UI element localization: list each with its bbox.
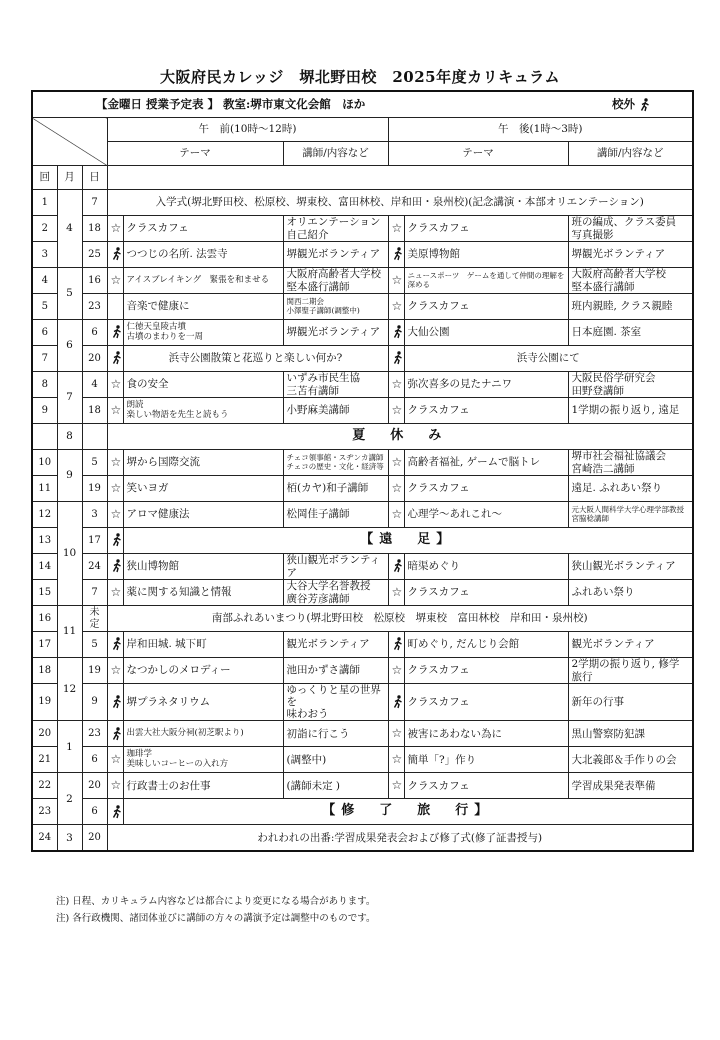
- kai-cell: 22: [32, 773, 57, 799]
- star-outline-icon: ☆: [107, 773, 123, 799]
- day-cell: 7: [82, 580, 107, 606]
- kai-cell: 10: [32, 450, 57, 476]
- am-lecturer: 大阪府高齢者大学校 堅本盛行講師: [283, 268, 388, 294]
- day-cell: 20: [82, 346, 107, 372]
- walking-person-icon: [107, 346, 123, 372]
- star-outline-icon: ☆: [388, 450, 404, 476]
- star-outline-icon: ☆: [388, 294, 404, 320]
- walking-person-icon: [388, 242, 404, 268]
- outside-label: 校外: [612, 98, 651, 112]
- kai-cell: 6: [32, 320, 57, 346]
- pm-lecturer: 学習成果発表準備: [568, 773, 693, 799]
- month-cell: 2: [57, 773, 82, 825]
- pm-theme: 簡単「?」作り: [404, 747, 568, 773]
- corner-diagonal-cell: [32, 118, 107, 166]
- day-cell: 18: [82, 398, 107, 424]
- am-lecturer: 関西二期会 小澤聖子講師(調整中): [283, 294, 388, 320]
- pm-theme: クラスカフェ: [404, 580, 568, 606]
- month-cell: 7: [57, 372, 82, 424]
- am-theme: 岸和田城. 城下町: [123, 632, 283, 658]
- pm-theme: クラスカフェ: [404, 684, 568, 721]
- day-cell: 23: [82, 294, 107, 320]
- pm-theme: クラスカフェ: [404, 294, 568, 320]
- am-lecturer: (講師未定 ): [283, 773, 388, 799]
- day-cell: 6: [82, 799, 107, 825]
- day-cell: 5: [82, 632, 107, 658]
- full-width-event: 【修 了 旅 行】: [123, 799, 693, 825]
- table-row: [32, 632, 693, 658]
- table-row: [32, 747, 693, 773]
- walking-person-icon: [388, 554, 404, 580]
- day-cell: 7: [82, 190, 107, 216]
- star-outline-icon: ☆: [388, 721, 404, 747]
- kai-cell: 4: [32, 268, 57, 294]
- table-row: [32, 190, 693, 216]
- star-outline-icon: ☆: [388, 658, 404, 684]
- star-outline-icon: ☆: [388, 398, 404, 424]
- full-width-event: 【遠 足】: [123, 528, 693, 554]
- am-theme: 薬に関する知識と情報: [123, 580, 283, 606]
- day-cell: 17: [82, 528, 107, 554]
- star-outline-icon: ☆: [107, 580, 123, 606]
- month-cell: 3: [57, 825, 82, 852]
- am-lecturer: 池田かずさ講師: [283, 658, 388, 684]
- pm-event: 浜寺公園にて: [404, 346, 693, 372]
- am-lecturer: 堺観光ボランティア: [283, 242, 388, 268]
- am-lecturer: 堺観光ボランティア: [283, 320, 388, 346]
- star-outline-icon: ☆: [107, 450, 123, 476]
- table-row: [32, 606, 693, 632]
- table-row: [32, 528, 693, 554]
- pm-lecturer: 班の編成、クラス委員 写真撮影: [568, 216, 693, 242]
- pm-theme: 大仙公園: [404, 320, 568, 346]
- am-lecturer: (調整中): [283, 747, 388, 773]
- walking-person-icon: [107, 528, 123, 554]
- am-theme: 堺から国際交流: [123, 450, 283, 476]
- walking-person-icon: [388, 632, 404, 658]
- kai-cell: 3: [32, 242, 57, 268]
- pm-theme: 弥次喜多の見たナニワ: [404, 372, 568, 398]
- full-width-event: われわれの出番:学習成果発表会および修了式(修了証書授与): [107, 825, 693, 852]
- am-lecturer: ゆっくりと星の世界を 味わおう: [283, 684, 388, 721]
- pm-lecturer-header: 講師/内容など: [568, 142, 693, 166]
- pm-lecturer: 新年の行事: [568, 684, 693, 721]
- am-theme-header: テーマ: [107, 142, 283, 166]
- pm-theme: クラスカフェ: [404, 476, 568, 502]
- walking-person-icon: [388, 346, 404, 372]
- kai-cell: 21: [32, 747, 57, 773]
- kai-cell: 13: [32, 528, 57, 554]
- schedule-header-text: 【金曜日 授業予定表 】 教室:堺市東文化会館 ほか: [96, 96, 366, 111]
- star-outline-icon: ☆: [107, 658, 123, 684]
- pm-theme: 暗渠めぐり: [404, 554, 568, 580]
- month-cell: 11: [57, 606, 82, 658]
- am-lecturer: 観光ボランティア: [283, 632, 388, 658]
- month-cell: 5: [57, 268, 82, 320]
- am-lecturer: オリエンテーション 自己紹介: [283, 216, 388, 242]
- table-row: [32, 320, 693, 346]
- star-outline-icon: ☆: [388, 747, 404, 773]
- am-theme: 出雲大社大阪分祠(初芝駅より): [123, 721, 283, 747]
- month-cell: 4: [57, 190, 82, 268]
- star-outline-icon: ☆: [107, 476, 123, 502]
- star-outline-icon: ☆: [388, 268, 404, 294]
- am-lecturer: 栢(カヤ)和子講師: [283, 476, 388, 502]
- table-row: [32, 242, 693, 268]
- table-row: [32, 216, 693, 242]
- star-outline-icon: ☆: [388, 502, 404, 528]
- day-cell: 6: [82, 747, 107, 773]
- pm-theme: ニュースポーツ ゲームを通して仲間の理解を深める: [404, 268, 568, 294]
- pm-theme: 高齢者福祉, ゲームで脳トレ: [404, 450, 568, 476]
- kai-cell: 20: [32, 721, 57, 747]
- walking-person-icon: [388, 320, 404, 346]
- am-theme: 行政書士のお仕事: [123, 773, 283, 799]
- table-row: [32, 684, 693, 721]
- am-theme: つつじの名所. 法雲寺: [123, 242, 283, 268]
- kai-cell: 14: [32, 554, 57, 580]
- day-cell: 9: [82, 684, 107, 721]
- am-lecturer: いずみ市民生協 三苫有講師: [283, 372, 388, 398]
- full-width-event: 入学式(堺北野田校、松原校、堺東校、富田林校、岸和田・泉州校)(記念講演・本部オリエンテーション): [107, 190, 693, 216]
- walking-person-icon: [107, 799, 123, 825]
- day-cell: 6: [82, 320, 107, 346]
- day-cell: 未定: [82, 606, 107, 632]
- kai-cell: 1: [32, 190, 57, 216]
- kai-cell: 17: [32, 632, 57, 658]
- walking-person-icon: [107, 721, 123, 747]
- am-theme: 音楽で健康に: [123, 294, 283, 320]
- month-cell: 12: [57, 658, 82, 721]
- pm-theme: 被害にあわない為に: [404, 721, 568, 747]
- day-cell: 18: [82, 216, 107, 242]
- pm-theme: 美原博物館: [404, 242, 568, 268]
- table-row: [32, 346, 693, 372]
- kai-cell: 19: [32, 684, 57, 721]
- kai-cell: 8: [32, 372, 57, 398]
- walking-person-icon: [107, 320, 123, 346]
- table-row: [32, 372, 693, 398]
- curriculum-table: [31, 90, 694, 852]
- kai-cell: [32, 424, 57, 450]
- am-lecturer: 狭山観光ボランティア: [283, 554, 388, 580]
- month-header: 月: [57, 166, 82, 190]
- table-row: [32, 450, 693, 476]
- day-cell: 19: [82, 476, 107, 502]
- am-lecturer-header: 講師/内容など: [283, 142, 388, 166]
- pm-theme-header: テーマ: [388, 142, 568, 166]
- kai-cell: 18: [32, 658, 57, 684]
- pm-lecturer: 2学期の振り返り, 修学旅行: [568, 658, 693, 684]
- star-outline-icon: ☆: [388, 216, 404, 242]
- table-row: [32, 580, 693, 606]
- day-cell: 5: [82, 450, 107, 476]
- pm-theme: クラスカフェ: [404, 216, 568, 242]
- kai-cell: 9: [32, 398, 57, 424]
- pm-lecturer: 黒山警察防犯課: [568, 721, 693, 747]
- am-theme: 珈琲学 美味しいコーヒーの入れ方: [123, 747, 283, 773]
- table-row: [32, 424, 693, 450]
- day-cell: 20: [82, 825, 107, 852]
- table-row: [32, 825, 693, 852]
- am-lecturer: 大谷大学名誉教授 廣谷芳彦講師: [283, 580, 388, 606]
- pm-lecturer: 遠足. ふれあい祭り: [568, 476, 693, 502]
- pm-lecturer: 1学期の振り返り, 遠足: [568, 398, 693, 424]
- month-cell: 6: [57, 320, 82, 372]
- day-cell: 16: [82, 268, 107, 294]
- am-theme: なつかしのメロディー: [123, 658, 283, 684]
- star-outline-icon: ☆: [107, 268, 123, 294]
- day-cell: 24: [82, 554, 107, 580]
- pm-lecturer: 大北義郎＆手作りの会: [568, 747, 693, 773]
- pm-lecturer: 堺観光ボランティア: [568, 242, 693, 268]
- pm-lecturer: 日本庭園. 茶室: [568, 320, 693, 346]
- am-theme: アイスブレイキング 緊張を和ませる: [123, 268, 283, 294]
- am-theme: アロマ健康法: [123, 502, 283, 528]
- full-width-event: 南部ふれあいまつり(堺北野田校 松原校 堺東校 富田林校 岸和田・泉州校): [107, 606, 693, 632]
- kai-cell: 7: [32, 346, 57, 372]
- day-header: 日: [82, 166, 107, 190]
- walking-person-icon: [107, 242, 123, 268]
- pm-lecturer: 堺市社会福祉協議会 宮崎浩二講師: [568, 450, 693, 476]
- day-cell: 3: [82, 502, 107, 528]
- am-lecturer: 初詣に行こう: [283, 721, 388, 747]
- footnote: 注) 日程、カリキュラム内容などは都合により変更になる場合があります。: [56, 896, 376, 907]
- am-lecturer: 小野麻美講師: [283, 398, 388, 424]
- walking-person-icon: [107, 632, 123, 658]
- walking-person-icon: [107, 554, 123, 580]
- star-outline-icon: ☆: [107, 398, 123, 424]
- table-row: [32, 502, 693, 528]
- star-outline-icon: ☆: [107, 372, 123, 398]
- day-cell: 20: [82, 773, 107, 799]
- empty-marker-cell: [107, 294, 123, 320]
- star-outline-icon: ☆: [107, 502, 123, 528]
- table-row: [32, 721, 693, 747]
- table-row: [32, 476, 693, 502]
- table-row: [32, 398, 693, 424]
- pm-period-header: 午 後(1時〜3時): [388, 118, 693, 142]
- pm-theme: 心理学〜あれこれ〜: [404, 502, 568, 528]
- am-theme: 仁徳天皇陵古墳 古墳のまわりを一周: [123, 320, 283, 346]
- kai-cell: 16: [32, 606, 57, 632]
- table-row: [32, 799, 693, 825]
- table-row: [32, 294, 693, 320]
- am-theme: 朗読 楽しい物語を先生と読もう: [123, 398, 283, 424]
- kai-cell: 23: [32, 799, 57, 825]
- month-cell: 10: [57, 502, 82, 606]
- star-outline-icon: ☆: [388, 372, 404, 398]
- pm-lecturer: 大阪民俗学研究会 田野登講師: [568, 372, 693, 398]
- month-cell: 8: [57, 424, 82, 450]
- star-outline-icon: ☆: [107, 747, 123, 773]
- am-theme: 食の安全: [123, 372, 283, 398]
- am-theme: 笑いヨガ: [123, 476, 283, 502]
- kai-cell: 15: [32, 580, 57, 606]
- star-outline-icon: ☆: [388, 773, 404, 799]
- table-row: [32, 268, 693, 294]
- schedule-header: [32, 91, 693, 118]
- pm-lecturer: 大阪府高齢者大学校 堅本盛行講師: [568, 268, 693, 294]
- day-cell: 23: [82, 721, 107, 747]
- day-cell: 25: [82, 242, 107, 268]
- summer-break-label: 夏 休 み: [107, 424, 693, 450]
- table-row: [32, 658, 693, 684]
- month-cell: 9: [57, 450, 82, 502]
- pm-lecturer: 観光ボランティア: [568, 632, 693, 658]
- star-outline-icon: ☆: [388, 476, 404, 502]
- pm-theme: クラスカフェ: [404, 658, 568, 684]
- walking-person-icon: [639, 98, 651, 112]
- pm-theme: クラスカフェ: [404, 398, 568, 424]
- am-theme: 狭山博物館: [123, 554, 283, 580]
- pm-lecturer: 班内親睦, クラス親睦: [568, 294, 693, 320]
- pm-lecturer: 元大阪人間科学大学心理学部教授 宮脇稔講師: [568, 502, 693, 528]
- day-cell: 19: [82, 658, 107, 684]
- footnote: 注) 各行政機関、諸団体並びに講師の方々の講演予定は調整中のものです。: [56, 913, 376, 924]
- am-lecturer: 松岡佳子講師: [283, 502, 388, 528]
- star-outline-icon: ☆: [107, 216, 123, 242]
- kai-header: 回: [32, 166, 57, 190]
- table-row: [32, 554, 693, 580]
- kai-cell: 2: [32, 216, 57, 242]
- kai-cell: 5: [32, 294, 57, 320]
- kai-cell: 12: [32, 502, 57, 528]
- am-lecturer: チェコ領事館・スヂンカ講師 チェコの歴史・文化・経済等: [283, 450, 388, 476]
- table-row: [32, 773, 693, 799]
- pm-lecturer: ふれあい祭り: [568, 580, 693, 606]
- pm-lecturer: 狭山観光ボランティア: [568, 554, 693, 580]
- footnotes: [56, 893, 375, 927]
- star-outline-icon: ☆: [388, 580, 404, 606]
- am-theme: クラスカフェ: [123, 216, 283, 242]
- kai-cell: 11: [32, 476, 57, 502]
- walking-person-icon: [388, 684, 404, 721]
- walking-person-icon: [107, 684, 123, 721]
- day-cell: 4: [82, 372, 107, 398]
- pm-theme: クラスカフェ: [404, 773, 568, 799]
- month-cell: 1: [57, 721, 82, 773]
- am-period-header: 午 前(10時〜12時): [107, 118, 388, 142]
- am-event: 浜寺公園散策と花巡りと楽しい何か?: [123, 346, 388, 372]
- page-title: 大阪府民カレッジ 堺北野田校 2025年度カリキュラム: [160, 68, 560, 86]
- kai-cell: 24: [32, 825, 57, 852]
- pm-theme: 町めぐり, だんじり会館: [404, 632, 568, 658]
- day-cell: [82, 424, 107, 450]
- am-theme: 堺プラネタリウム: [123, 684, 283, 721]
